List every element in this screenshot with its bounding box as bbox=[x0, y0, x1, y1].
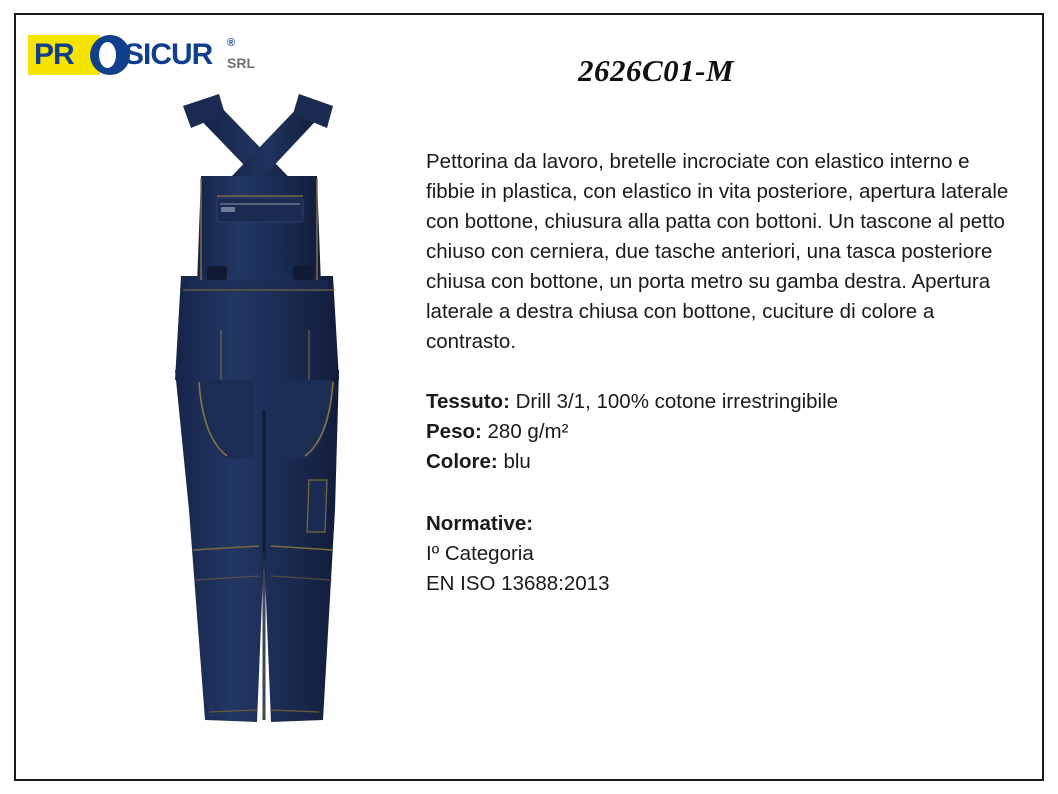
logo-legal-form: SRL bbox=[227, 55, 255, 71]
page-title: 2626C01-M bbox=[577, 53, 735, 88]
logo-circle-inner-icon bbox=[99, 42, 116, 68]
spec-row bbox=[426, 387, 1016, 417]
norms-line-standard: EN ISO 13688:2013 bbox=[426, 572, 610, 595]
product-sheet bbox=[14, 13, 1044, 781]
product-photo bbox=[121, 80, 411, 745]
spec-value-peso: 280 g/m² bbox=[487, 420, 569, 443]
registered-mark-icon: ® bbox=[227, 37, 236, 49]
spec-row bbox=[426, 417, 1016, 447]
norms-line-category: Iº Categoria bbox=[426, 542, 534, 565]
logo-text-sicur: SICUR bbox=[124, 38, 213, 71]
product-specs bbox=[426, 387, 1016, 477]
spec-value-colore: blu bbox=[503, 450, 531, 473]
product-details bbox=[426, 147, 1016, 599]
spec-label-colore: Colore: bbox=[426, 450, 498, 473]
spec-label-peso: Peso: bbox=[426, 420, 482, 443]
spec-row bbox=[426, 447, 1016, 477]
product-norms bbox=[426, 509, 1016, 599]
spec-label-tessuto: Tessuto: bbox=[426, 390, 510, 413]
spec-value-tessuto: Drill 3/1, 100% cotone irrestringibile bbox=[515, 390, 839, 413]
logo-text-pro: PR bbox=[34, 38, 74, 71]
product-description: Pettorina da lavoro, bretelle incrociate con elastico interno e fibbie in plastica, con elastico in vita posteriore, apertura laterale con bottone, chiusura alla patta con bottoni. Un tascone al petto chiuso con cerniera, due tasche anteriori, una tasca posteriore chiusa con bottone, un porta metro su gamba destra. Apertura laterale a destra chiusa con bottone, cuciture di colore a contrasto. bbox=[426, 150, 1009, 353]
norms-title: Normative: bbox=[426, 512, 534, 535]
brand-logo bbox=[28, 29, 255, 81]
